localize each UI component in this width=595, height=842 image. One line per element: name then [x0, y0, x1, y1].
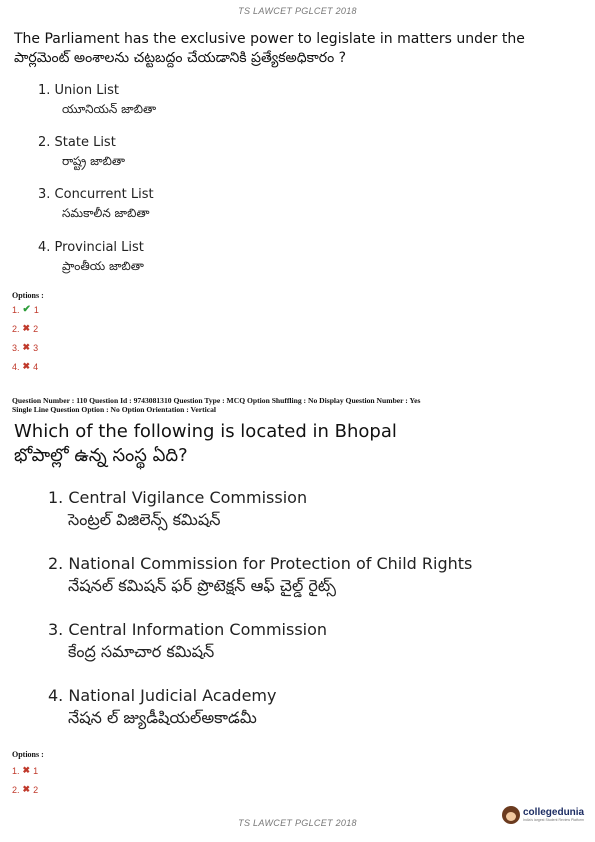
page-footer: TS LAWCET PGLCET 2018 [238, 818, 357, 828]
q1-choice-1-telugu: యూనియన్ జాబితా [62, 102, 157, 116]
q2-choice-2 [48, 553, 472, 597]
q2-options-label: Options : [12, 750, 44, 759]
student-mascot-icon [502, 806, 520, 824]
collegedunia-logo [502, 806, 584, 824]
q1-choice-1-english: 1. Union List [38, 83, 119, 98]
q2-choice-3-english: 3. Central Information Commission [48, 620, 328, 639]
q1-choice-2-english: 2. State List [38, 135, 116, 150]
cross-icon: ✖ [22, 342, 31, 352]
question-2-meta [12, 396, 584, 414]
q1-choice-4-telugu: ప్రాంతీయ జాబితా [62, 259, 144, 273]
q1-choice-3-telugu: సమకాలీన జాబితా [62, 206, 150, 220]
option-label: 1 [33, 765, 39, 776]
q2-choice-2-telugu: నేషనల్ కమిషన్ ఫర్ ప్రొటెక్షన్ ఆఫ్ చైల్డ్ రైట్స్ [68, 576, 337, 595]
cross-icon: ✖ [22, 323, 31, 333]
option-number: 2. [12, 323, 20, 334]
question-2-english: Which of the following is located in Bhopal [14, 421, 397, 442]
logo-text [523, 807, 584, 823]
cross-icon: ✖ [22, 784, 31, 794]
q2-choice-1-english: 1. Central Vigilance Commission [48, 488, 308, 507]
q1-choice-2 [38, 134, 125, 170]
q2-choice-4 [48, 685, 276, 729]
check-icon: ✔ [22, 304, 31, 315]
question-2-text [14, 420, 579, 468]
q1-option-row [12, 304, 39, 315]
q2-option-row [12, 765, 38, 776]
q2-choice-3 [48, 619, 327, 663]
cross-icon: ✖ [22, 765, 31, 775]
q2-choice-4-telugu: నేషన ల్ జ్యుడీషియల్అకాడమీ [68, 708, 257, 727]
q1-option-row [12, 323, 38, 334]
page-header: TS LAWCET PGLCET 2018 [238, 6, 357, 16]
question-1-telugu: పార్లమెంట్ అంశాలను చట్టబద్దం చేయడానికి ప్రత్యేకఅధికారం ? [14, 50, 347, 66]
question-2-meta-line-2: Single Line Question Option : No Option Orientation : Vertical [12, 405, 216, 414]
option-number: 2. [12, 784, 20, 795]
q1-choice-2-telugu: రాష్ట్ర జాబితా [62, 154, 126, 168]
q2-choice-3-telugu: కేంద్ర సమాచార కమిషన్ [68, 642, 215, 661]
question-2-meta-line-1: Question Number : 110 Question Id : 9743081310 Question Type : MCQ Option Shuffling : No Display Question Number : Yes [12, 396, 421, 405]
q1-choice-1 [38, 82, 156, 118]
option-number: 3. [12, 342, 20, 353]
question-2-telugu: భోపాల్లో ఉన్న సంస్థ ఏది? [14, 445, 188, 466]
q2-choice-4-english: 4. National Judicial Academy [48, 686, 277, 705]
option-label: 1 [33, 304, 39, 315]
option-label: 2 [33, 323, 39, 334]
logo-tagline: India's largest Student Review Platform [523, 818, 584, 822]
option-number: 1. [12, 304, 20, 315]
question-1-text [14, 30, 579, 68]
option-number: 1. [12, 765, 20, 776]
q2-choice-1 [48, 487, 307, 531]
q1-options-label: Options : [12, 291, 44, 300]
logo-name: collegedunia [523, 807, 585, 818]
q1-choice-4-english: 4. Provincial List [38, 240, 144, 255]
q1-option-row [12, 361, 38, 372]
option-label: 3 [33, 342, 39, 353]
q2-choice-1-telugu: సెంట్రల్ విజిలెన్స్ కమిషన్ [68, 510, 221, 529]
q2-choice-2-english: 2. National Commission for Protection of Child Rights [48, 554, 473, 573]
cross-icon: ✖ [22, 361, 31, 371]
q1-choice-3 [38, 186, 154, 222]
q1-choice-3-english: 3. Concurrent List [38, 187, 154, 202]
q2-option-row [12, 784, 38, 795]
q1-option-row [12, 342, 38, 353]
option-number: 4. [12, 361, 20, 372]
question-1-english: The Parliament has the exclusive power to legislate in matters under the [14, 31, 525, 47]
q1-choice-4 [38, 239, 144, 275]
option-label: 4 [33, 361, 39, 372]
option-label: 2 [33, 784, 39, 795]
